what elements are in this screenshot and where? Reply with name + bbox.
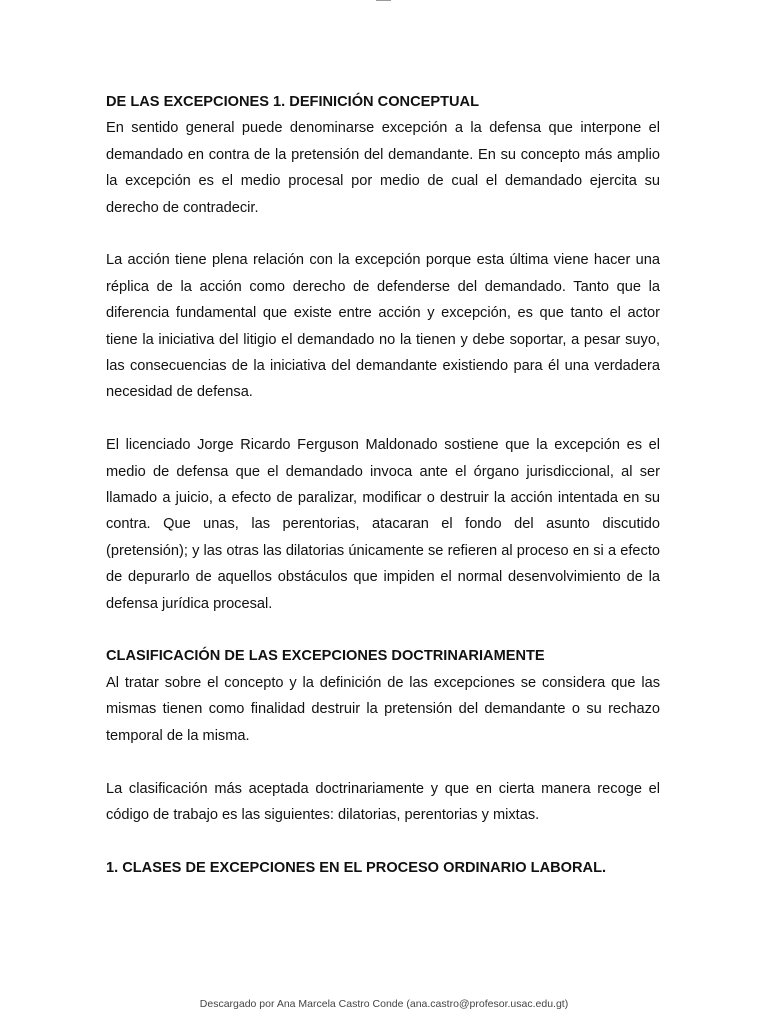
paragraph-finalidad: Al tratar sobre el concepto y la definición de las excepciones se considera que las mismas tienen como finalidad destruir la pretensión del demandante o su rechazo temporal de la misma. [106,674,660,744]
paragraph-clasificacion-aceptada: La clasificación más aceptada doctrinariamente y que en cierta manera recoge el código de trabajo es las siguientes: dilatorias, perentorias y mixtas. [106,780,660,823]
paragraph-spacer [106,828,660,854]
paragraph-spacer [106,406,660,432]
paragraph-accion-excepcion: La acción tiene plena relación con la excepción porque esta última viene hacer una réplica de la acción como derecho de defenderse del demandado. Tanto que la diferencia fundamental que existe entre acción y excepción, es que tanto el actor tiene la iniciativa del litigio el demandado no la tienen y debe soportar, a pesar suyo, las consecuencias de la iniciativa del demandante existiendo para él una verdadera necesidad de defensa. [106,252,660,401]
document-body [106,89,660,881]
section-heading-clases: 1. CLASES DE EXCEPCIONES EN EL PROCESO ORDINARIO LABORAL. [106,859,607,876]
download-footer: Descargado por Ana Marcela Castro Conde (ana.castro@profesor.usac.edu.gt) [199,998,569,1010]
paragraph-spacer [106,617,660,643]
paragraph-ferguson: El licenciado Jorge Ricardo Ferguson Maldonado sostiene que la excepción es el medio de defensa que el demandado invoca ante el órgano jurisdiccional, al ser llamado a juicio, a efecto de paralizar, modificar o destruir la acción intentada en su contra. Que unas, las perentorias, atacaran el fondo del asunto discutido (pretensión); y las otras las dilatorias únicamente se refieren al proceso en si a efecto de depurarlo de aquellos obstáculos que impiden el normal desenvolvimiento de la defensa jurídica procesal. [106,437,660,612]
section-heading-definicion: DE LAS EXCEPCIONES 1. DEFINICIÓN CONCEPTUAL [106,94,479,110]
paragraph-spacer [106,749,660,775]
paragraph-spacer [106,221,660,247]
paragraph-definicion: En sentido general puede denominarse excepción a la defensa que interpone el demandado en contra de la pretensión del demandante. En su concepto más amplio la excepción es el medio procesal por medio de cual el demandado ejercita su derecho de contradecir. [106,120,660,216]
section-heading-clasificacion: CLASIFICACIÓN DE LAS EXCEPCIONES DOCTRINARIAMENTE [106,648,545,665]
page-top-mark [376,0,391,1]
